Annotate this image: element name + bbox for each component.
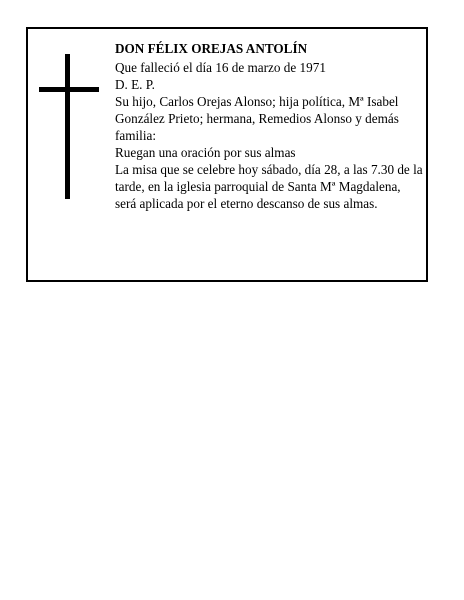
cross-horizontal-bar: [39, 87, 99, 92]
notice-text: [115, 40, 424, 212]
obituary-notice: [26, 27, 428, 282]
rip-line: D. E. P.: [115, 77, 155, 92]
deceased-name: DON FÉLIX OREJAS ANTOLÍN: [115, 41, 308, 56]
prayer-request: Ruegan una oración por sus almas: [115, 145, 296, 160]
death-date-line: Que falleció el día 16 de marzo de 1971: [115, 60, 326, 75]
mass-info: La misa que se celebre hoy sábado, día 28, a las 7.30 de la tarde, en la iglesia parroquial de Santa Mª Magdalena, será aplicada por el eterno descanso de sus almas.: [115, 162, 423, 211]
cross-icon: [39, 54, 99, 199]
family-line: Su hijo, Carlos Orejas Alonso; hija política, Mª Isabel González Prieto; hermana, Remedios Alonso y demás familia:: [115, 94, 399, 143]
cross-vertical-bar: [65, 54, 70, 199]
